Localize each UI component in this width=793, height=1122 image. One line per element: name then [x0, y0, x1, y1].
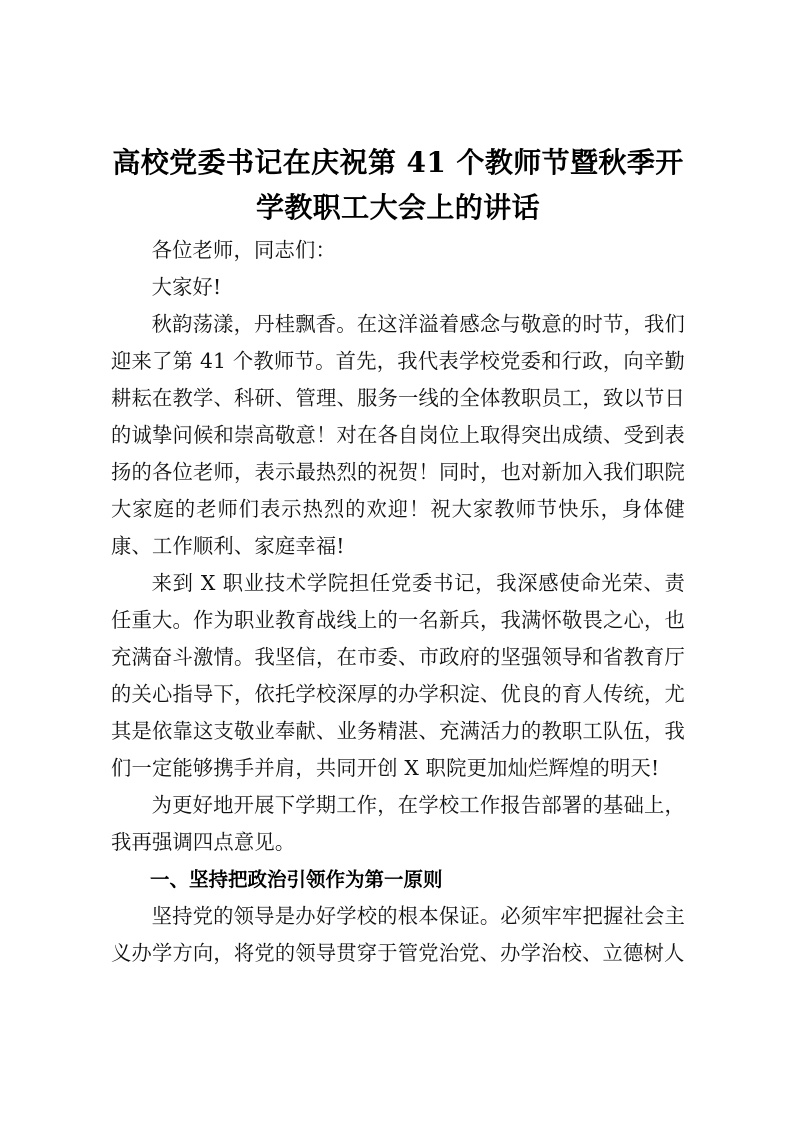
paragraph-opening: 秋韵荡漾，丹桂飘香。在这洋溢着感念与敬意的时节，我们迎来了第 41 个教师节。首先，我代表学校党委和行政，向辛勤耕耘在教学、科研、管理、服务一线的全体教职员工，致以节日的诚挚问候和崇高敬意！对在各自岗位上取得突出成绩、受到表扬的各位老师，表示最热烈的祝贺！同时，也对新加入我们职院大家庭的老师们表示热烈的欢迎！祝大家教师节快乐，身体健康、工作顺利、家庭幸福!	[111, 312, 685, 558]
section-1-paragraph: 坚持党的领导是办好学校的根本保证。必须牢牢把握社会主义办学方向，将党的领导贯穿于管党治党、办学治校、立德树人	[111, 904, 685, 965]
greeting: 大家好!	[151, 275, 222, 299]
section-heading-1: 一、坚持把政治引领作为第一原则	[150, 868, 443, 891]
paragraph-intro-points: 为更好地开展下学期工作，在学校工作报告部署的基础上，我再强调四点意见。	[111, 793, 685, 854]
document-body	[111, 232, 685, 972]
document-title	[111, 140, 685, 230]
document-title-line-1: 高校党委书记在庆祝第 41 个教师节暨秋季开	[112, 146, 684, 179]
document-content	[111, 140, 685, 972]
document-title-line-2: 学教职工大会上的讲话	[255, 191, 540, 224]
paragraph-mission: 来到 X 职业技术学院担任党委书记，我深感使命光荣、责任重大。作为职业教育战线上的一名新兵，我满怀敬畏之心，也充满奋斗激情。我坚信，在市委、市政府的坚强领导和省教育厅的关心指导下，依托学校深厚的办学积淀、优良的育人传统，尤其是依靠这支敬业奉献、业务精湛、充满活力的教职工队伍，我们一定能够携手并肩，共同开创 X 职院更加灿烂辉煌的明天!	[111, 571, 685, 780]
salutation: 各位老师，同志们：	[151, 238, 336, 262]
